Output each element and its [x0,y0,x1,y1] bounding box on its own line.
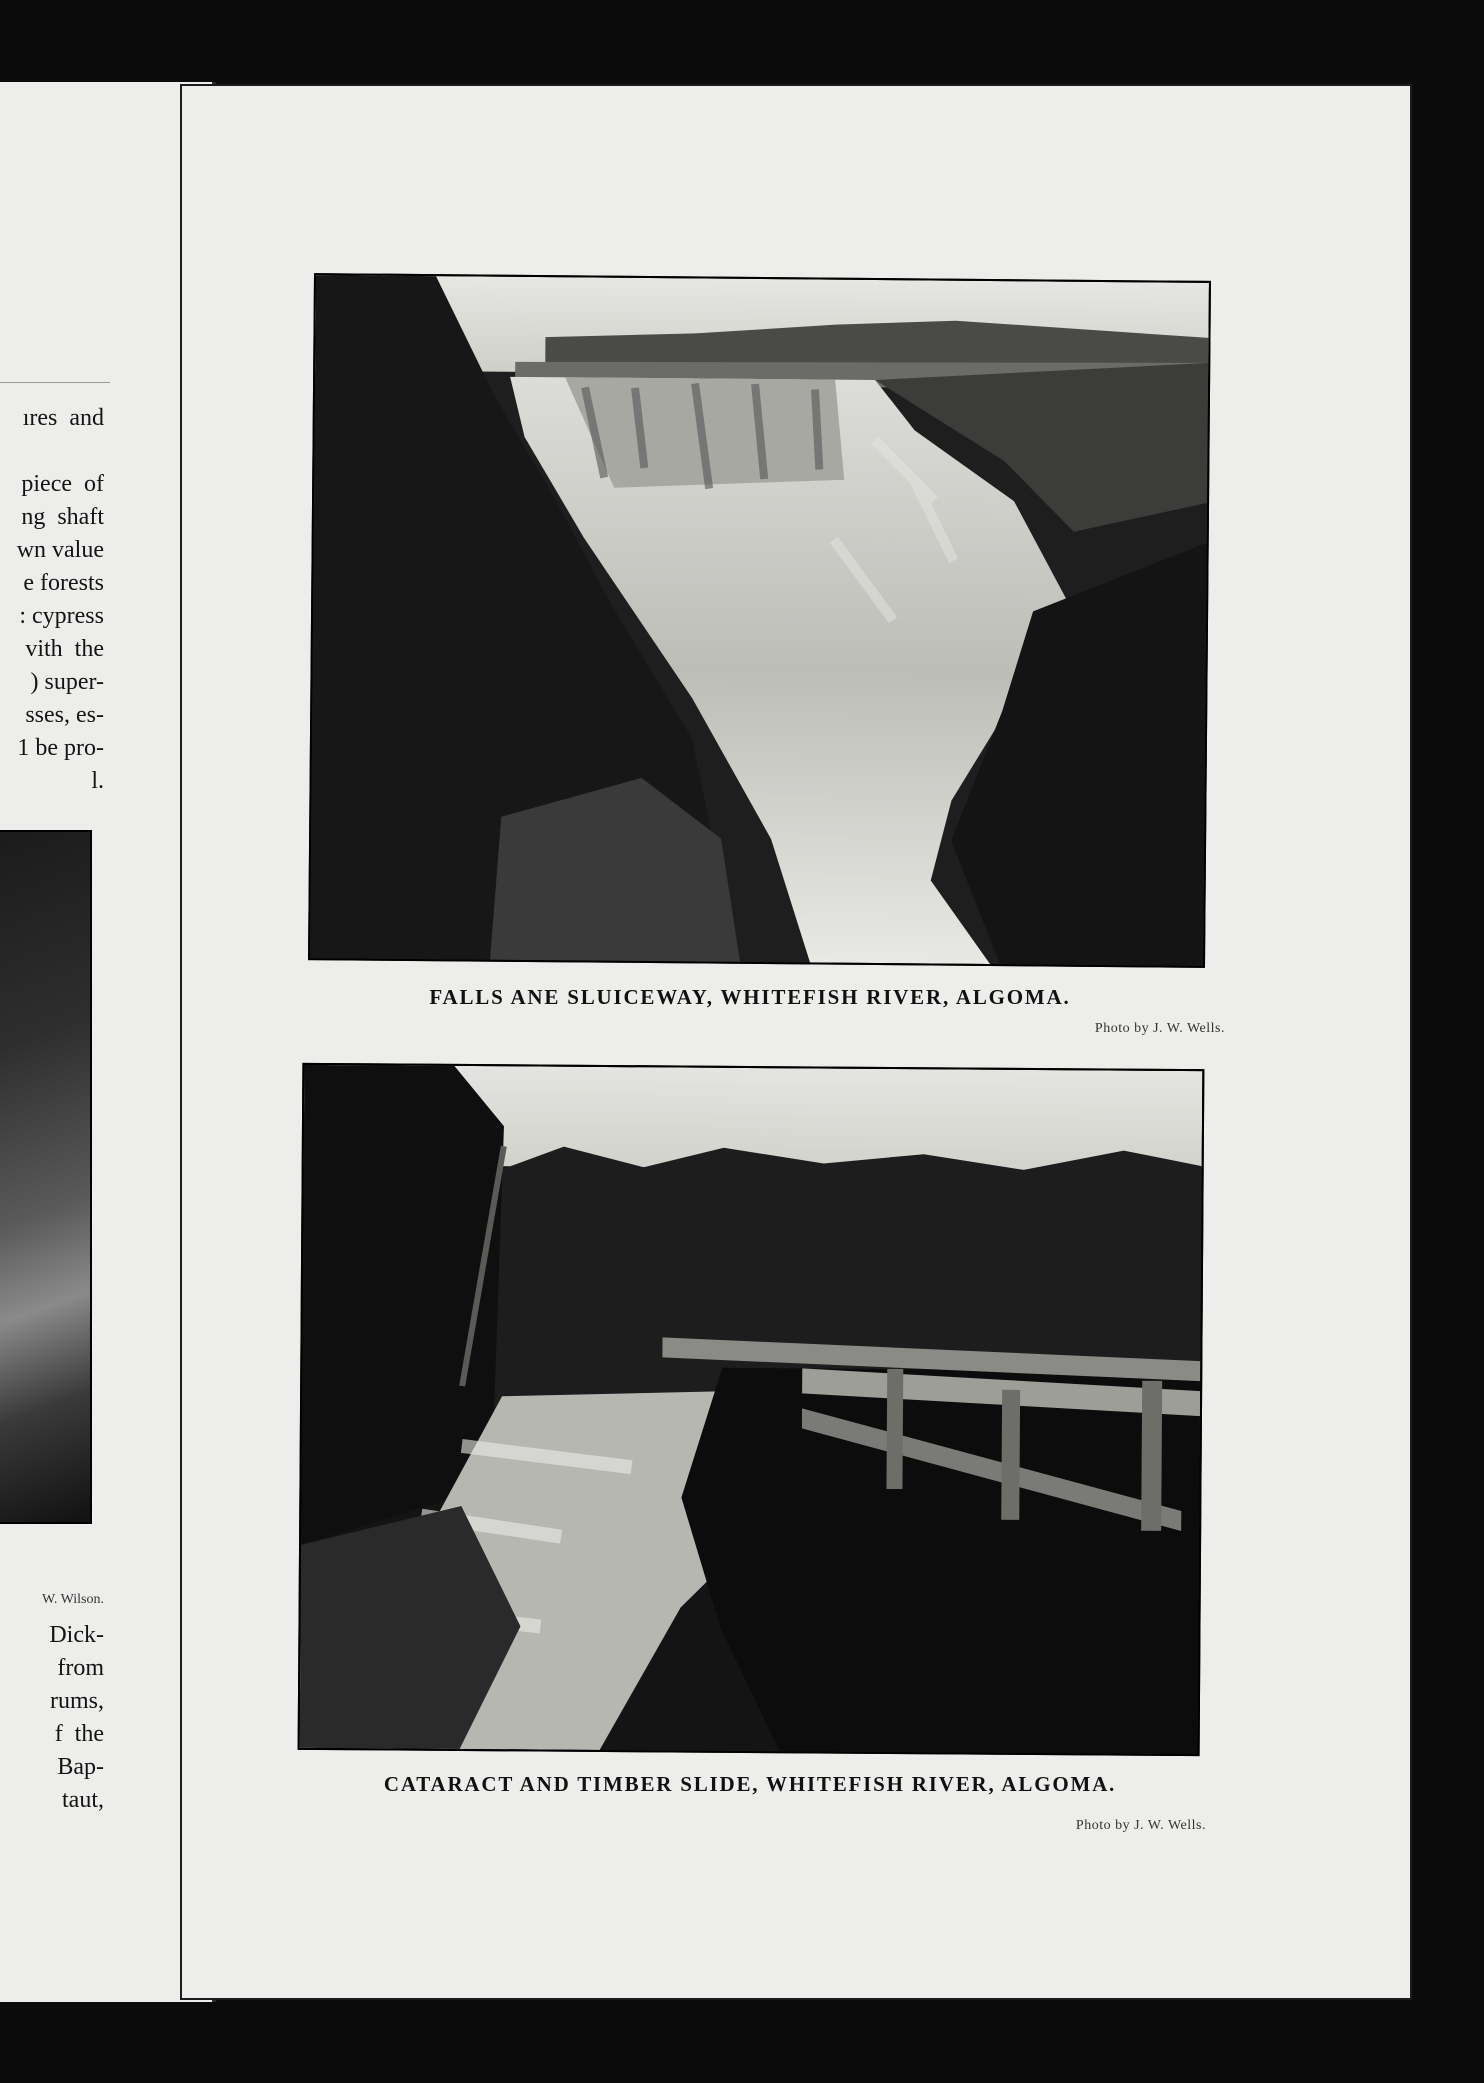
falls-sluiceway-caption: FALLS ANE SLUICEWAY, WHITEFISH RIVER, ALGOMA. [429,985,1071,1009]
cataract-timber-slide-caption: CATARACT AND TIMBER SLIDE, WHITEFISH RIVER, ALGOMA. [383,1772,1117,1796]
cataract-timber-slide-photo [298,1063,1205,1756]
cataract-timber-slide-photo-credit: Photo by J. W. Wells. [1075,1818,1206,1833]
left-page-text-bottom: Dick- from rums, f the Bap- taut, [49,1622,104,1813]
divider [0,382,110,383]
left-page-text-top: ıres and piece of ng shaft wn value e forests : cypress vith the ) super- sses, es- 1 be pro- l. [16,405,104,794]
left-page-photo [0,830,92,1524]
falls-sluiceway-photo-credit: Photo by J. W. Wells. [1094,1021,1225,1036]
left-page-photo-credit: W. Wilson. [41,1592,104,1607]
falls-sluiceway-photo [308,273,1211,968]
